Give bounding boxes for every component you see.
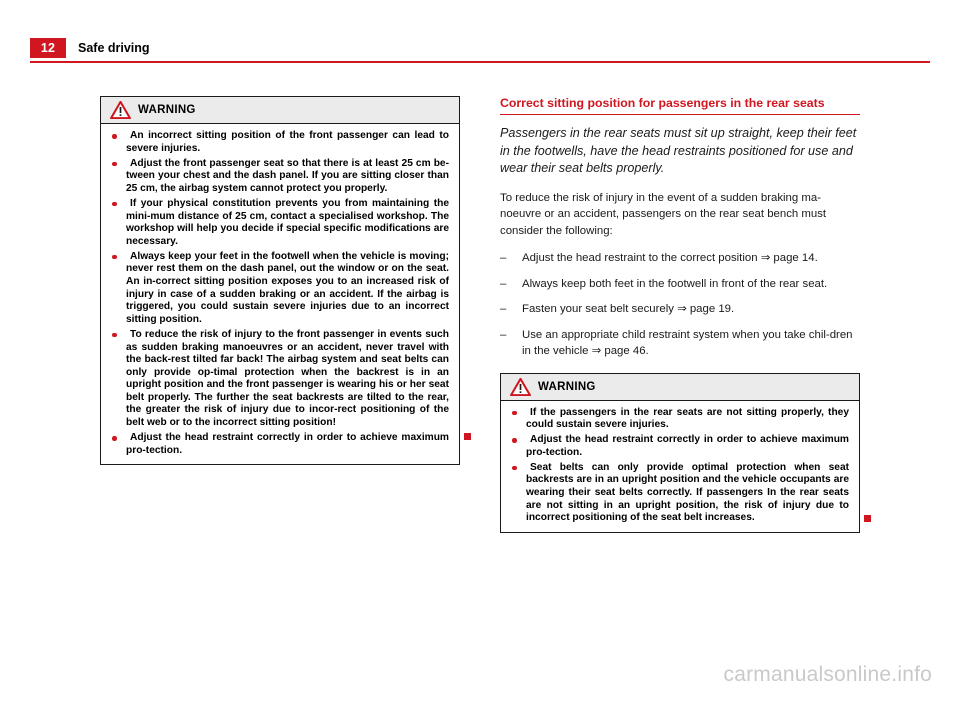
page-header [30,38,930,68]
warning-item-text: To reduce the risk of injury to the front passenger in events such as sudden braking manoeuvres or an accident, never travel with the back-rest tilted far back! The airbag system and seat belts can only provide op-timal protection when the backrest is in an upright position and the front passenger is wearing his or her seat belt properly. The further the seat backrests are tilted to the rear, the greater the risk of injury due to incor-rect positioning of the belt web or to the incorrect sitting position! [126,328,449,429]
left-column [100,96,460,465]
warning-body [501,401,859,532]
dash-icon: – [500,303,507,315]
warning-list-item [111,251,449,327]
warning-item-text: Seat belts can only provide optimal protection when seat backrests are in an upright position and the vehicle occupants are wearing their seat belts correctly. If passengers In the rear seats are not sitting in an upright position, the risk of injury due to incorrect positioning of the seat belt increases. [526,461,849,524]
bullet-icon [512,438,517,443]
warning-item-text: If the passengers in the rear seats are not sitting properly, they could sustain severe injuries. [526,406,849,431]
bullet-icon [112,202,117,207]
section-lead-paragraph: Passengers in the rear seats must sit up straight, keep their feet in the footwells, have the head restraints positioned for use and wear their seat belts properly. [500,126,857,175]
article-end-marker [864,515,871,522]
warning-list-item [511,407,849,432]
warning-label: WARNING [538,380,596,393]
instruction-list-item [500,276,860,293]
instruction-text: Fasten your seat belt securely ⇒ page 19. [522,303,735,315]
bullet-icon [512,411,517,416]
warning-list-item [111,329,449,430]
instruction-text: Always keep both feet in the footwell in front of the rear seat. [522,277,828,290]
section-body-paragraph: To reduce the risk of injury in the event of a sudden braking ma-noeuvre or an accident, passengers on the rear seat bench must consider the following: [500,191,827,237]
watermark: carmanualsonline.info [723,663,932,686]
warning-item-text: An incorrect sitting position of the front passenger can lead to severe injuries. [126,130,449,154]
bullet-icon [512,466,517,471]
warning-list-item [511,434,849,459]
warning-item-text: If your physical constitution prevents you from maintaining the mini-mum distance of 25 cm, contact a specialised workshop. The workshop will help you decide if special specific modifications are necessary. [126,197,449,247]
bullet-icon [112,333,117,338]
instruction-list-item [500,301,860,318]
bullet-icon [112,436,117,441]
header-divider [30,61,930,63]
dash-icon: – [500,328,507,341]
instruction-text: Use an appropriate child restraint system when you take chil-dren in the vehicle ⇒ page 46. [522,328,853,357]
instruction-list-item [500,250,860,267]
instruction-text: Adjust the head restraint to the correct position ⇒ page 14. [522,252,818,264]
bullet-icon [112,162,117,167]
warning-list-item [111,432,449,457]
warning-header [501,374,859,401]
page-title: Safe driving [78,41,150,55]
warning-triangle-icon [510,378,531,396]
dash-icon: – [500,277,507,290]
bullet-icon [112,134,117,139]
bullet-icon [112,255,117,260]
article-end-marker [464,433,471,440]
section-heading: Correct sitting position for passengers in the rear seats [500,96,860,115]
warning-item-text: Adjust the head restraint correctly in order to achieve maximum pro-tection. [526,434,849,458]
warning-list-item [111,198,449,248]
warning-triangle-icon [110,101,131,119]
warning-list-item [511,462,849,525]
warning-header [101,97,459,124]
warning-list-item [111,130,449,155]
dash-icon: – [500,252,507,264]
warning-item-text: Adjust the front passenger seat so that there is at least 25 cm be-tween your chest and the dash panel. If you are sitting closer than 25 cm, the airbag system cannot protect you properly. [126,157,449,194]
warning-box-rear-passengers [500,373,860,533]
warning-item-text: Adjust the head restraint correctly in order to achieve maximum pro-tection. [126,432,449,456]
instruction-list-item [500,327,860,360]
warning-box-front-passenger [100,96,460,465]
right-column [500,96,860,533]
warning-body [101,124,459,464]
page-number-badge: 12 [30,38,66,58]
warning-label: WARNING [138,104,196,116]
warning-item-text: Always keep your feet in the footwell when the vehicle is moving; never rest them on the dash panel, out the window or on the seat. An in-correct sitting position exposes you to an increased risk of injury in case of a sudden braking or an accident. If the airbag is triggered, you could sustain severe injuries due to an incorrect sitting position. [126,250,449,325]
warning-list-item [111,158,449,196]
